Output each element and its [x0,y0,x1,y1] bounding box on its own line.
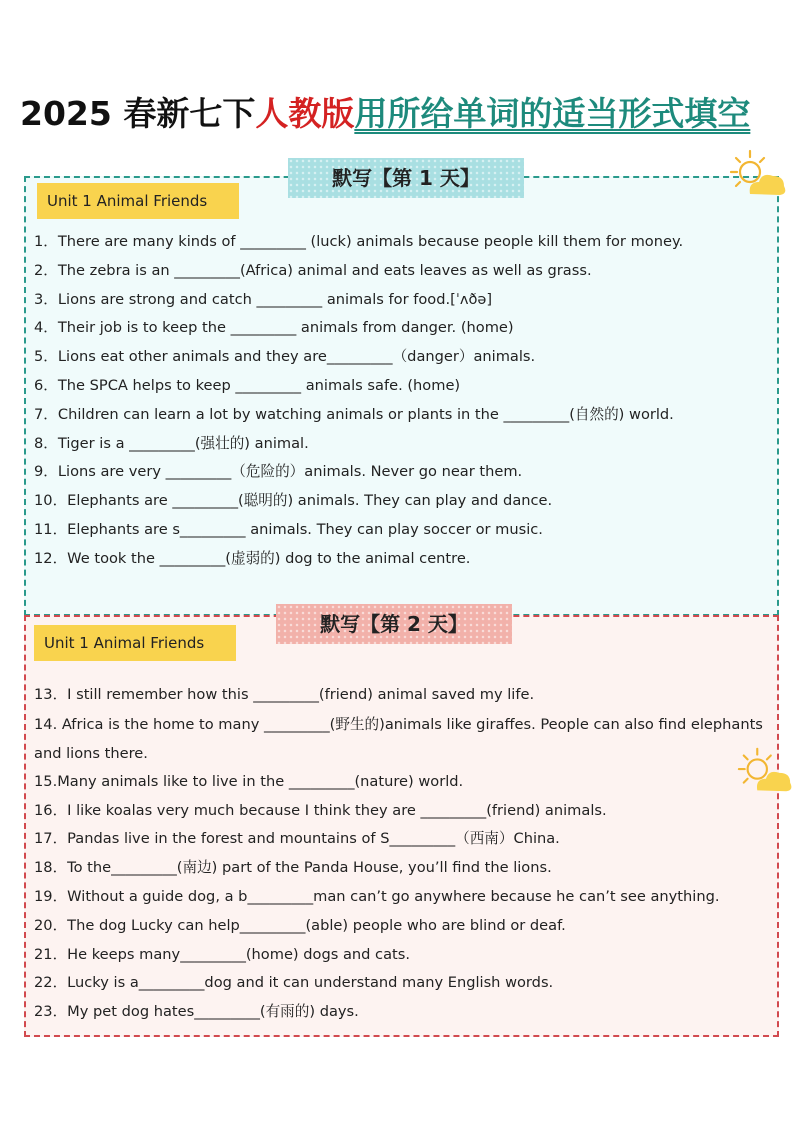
day1-label: 默写【第 1 天】 [288,158,524,198]
question-item: 15.Many animals like to live in the _________(nature) world. [34,772,464,790]
question-item: 20．The dog Lucky can help_________(able) people who are blind or deaf. [34,916,566,934]
question-item: 17．Pandas live in the forest and mountains of S_________（西南）China. [34,830,560,848]
day2-label: 默写【第 2 天】 [276,604,512,644]
question-item: 2．The zebra is an _________(Africa) animal and eats leaves as well as grass. [34,261,592,279]
day1-question-list [34,228,769,574]
question-item: 5．Lions eat other animals and they are_________（danger）animals. [34,348,536,366]
question-item: 21．He keeps many_________(home) dogs and cats. [34,945,410,963]
question-item: 16．I like koalas very much because I think they are _________(friend) animals. [34,801,607,819]
day2-unit-tag: Unit 1 Animal Friends [34,625,236,661]
question-item: 7．Children can learn a lot by watching animals or plants in the _________(自然的) world. [34,405,674,423]
question-item: 4．Their job is to keep the _________ animals from danger. (home) [34,319,514,337]
day2-question-list [34,681,769,1027]
sun-cloud-icon [736,745,793,797]
question-item: 8．Tiger is a _________(强壮的) animal. [34,434,309,452]
question-item: 10．Elephants are _________(聪明的) animals. They can play and dance. [34,492,553,510]
question-item: 1．There are many kinds of _________ (luck) animals because people kill them for money. [34,233,684,250]
title-part-2: 人教版 [255,94,355,133]
question-item: 14. Africa is the home to many _________(野生的)animals like giraffes. People can also find elephants and lions there. [34,715,763,762]
question-item: 12．We took the _________(虚弱的) dog to the animal centre. [34,549,471,567]
question-item: 3．Lions are strong and catch _________ animals for food.[ˈʌðə] [34,290,493,308]
question-item: 19．Without a guide dog, a b_________man can’t go anywhere because he can’t see anything. [34,887,720,905]
question-item: 23．My pet dog hates_________(有雨的) days. [34,1003,359,1021]
page-title [20,88,750,135]
question-item: 11．Elephants are s_________ animals. They can play soccer or music. [34,520,543,538]
question-item: 22．Lucky is a_________dog and it can understand many English words. [34,974,554,992]
question-item: 6．The SPCA helps to keep _________ animals safe. (home) [34,376,461,394]
title-part-1: 2025 春新七下 [20,94,256,133]
title-part-3: 用所给单词的适当形式填空 [354,94,751,133]
question-item: 9．Lions are very _________（危险的）animals. Never go near them. [34,463,523,481]
question-item: 13．I still remember how this _________(friend) animal saved my life. [34,686,535,703]
sun-cloud-icon [728,148,788,200]
question-item: 18．To the_________(南边) part of the Panda House, you’ll find the lions. [34,859,552,877]
day1-unit-tag: Unit 1 Animal Friends [37,183,239,219]
